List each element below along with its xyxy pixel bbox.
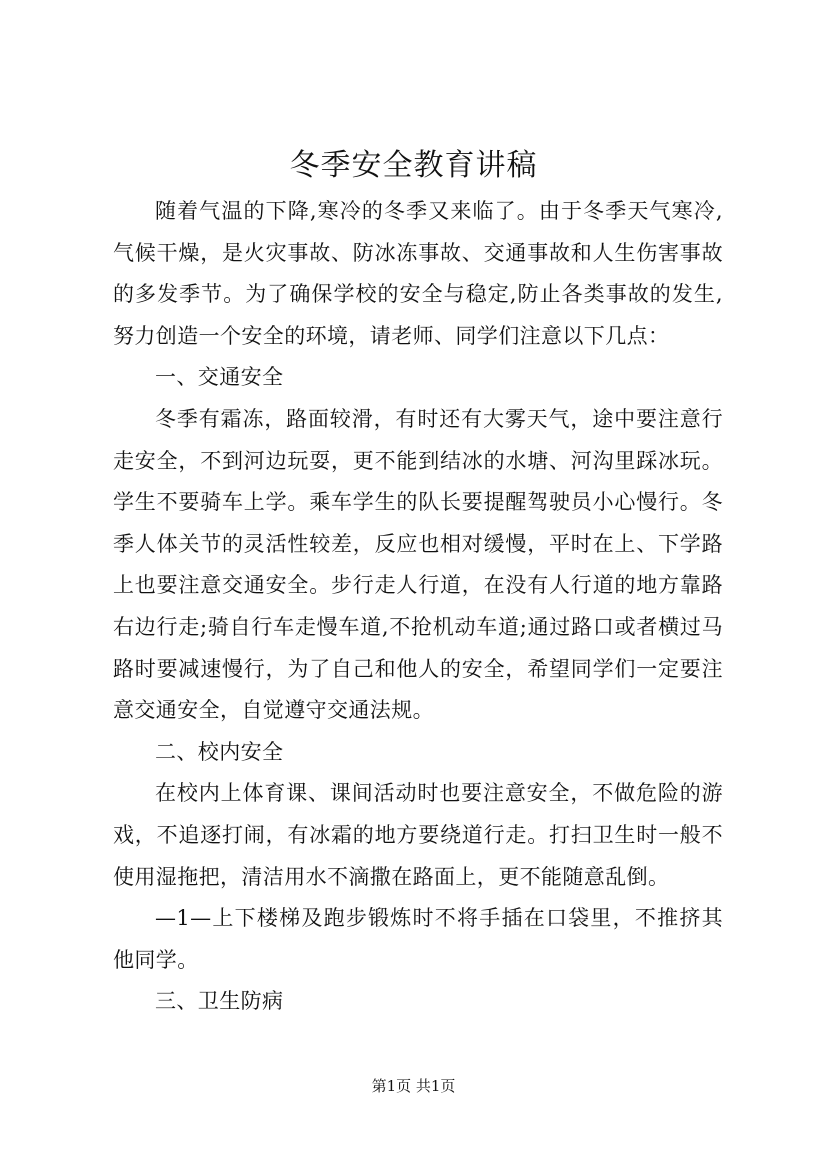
section-heading-campus: 二、校内安全 bbox=[155, 739, 284, 764]
paragraph-stairs: —1—上下楼梯及跑步锻炼时不将手插在口袋里，不推挤其他同学。 bbox=[113, 906, 723, 972]
document-title: 冬季安全教育讲稿 bbox=[289, 148, 538, 183]
document-body bbox=[113, 191, 723, 1023]
page-number-footer: 第1页 共1页 bbox=[371, 1077, 456, 1095]
paragraph-intro: 随着气温的下降,寒冷的冬季又来临了。由于冬季天气寒冷,气候干燥，是火灾事故、防冰冻事故、交通事故和人生伤害事故的多发季节。为了确保学校的安全与稳定,防止各类事故的发生,努力创造一个安全的环境，请老师、同学们注意以下几点： bbox=[113, 199, 723, 348]
paragraph-campus-safety: 在校内上体育课、课间活动时也要注意安全，不做危险的游戏，不追逐打闹，有冰霜的地方要绕道行走。打扫卫生时一般不使用湿拖把，清洁用水不滴撒在路面上，更不能随意乱倒。 bbox=[113, 781, 723, 889]
section-heading-traffic: 一、交通安全 bbox=[155, 365, 284, 390]
section-heading-hygiene: 三、卫生防病 bbox=[155, 989, 284, 1014]
paragraph-traffic-safety: 冬季有霜冻，路面较滑，有时还有大雾天气，途中要注意行走安全，不到河边玩耍，更不能到结冰的水塘、河沟里踩冰玩。学生不要骑车上学。乘车学生的队长要提醒驾驶员小心慢行。冬季人体关节的灵活性较差，反应也相对缓慢，平时在上、下学路上也要注意交通安全。步行走人行道，在没有人行道的地方靠路右边行走;骑自行车走慢车道,不抢机动车道;通过路口或者横过马路时要减速慢行，为了自己和他人的安全，希望同学们一定要注意交通安全，自觉遵守交通法规。 bbox=[113, 406, 723, 723]
